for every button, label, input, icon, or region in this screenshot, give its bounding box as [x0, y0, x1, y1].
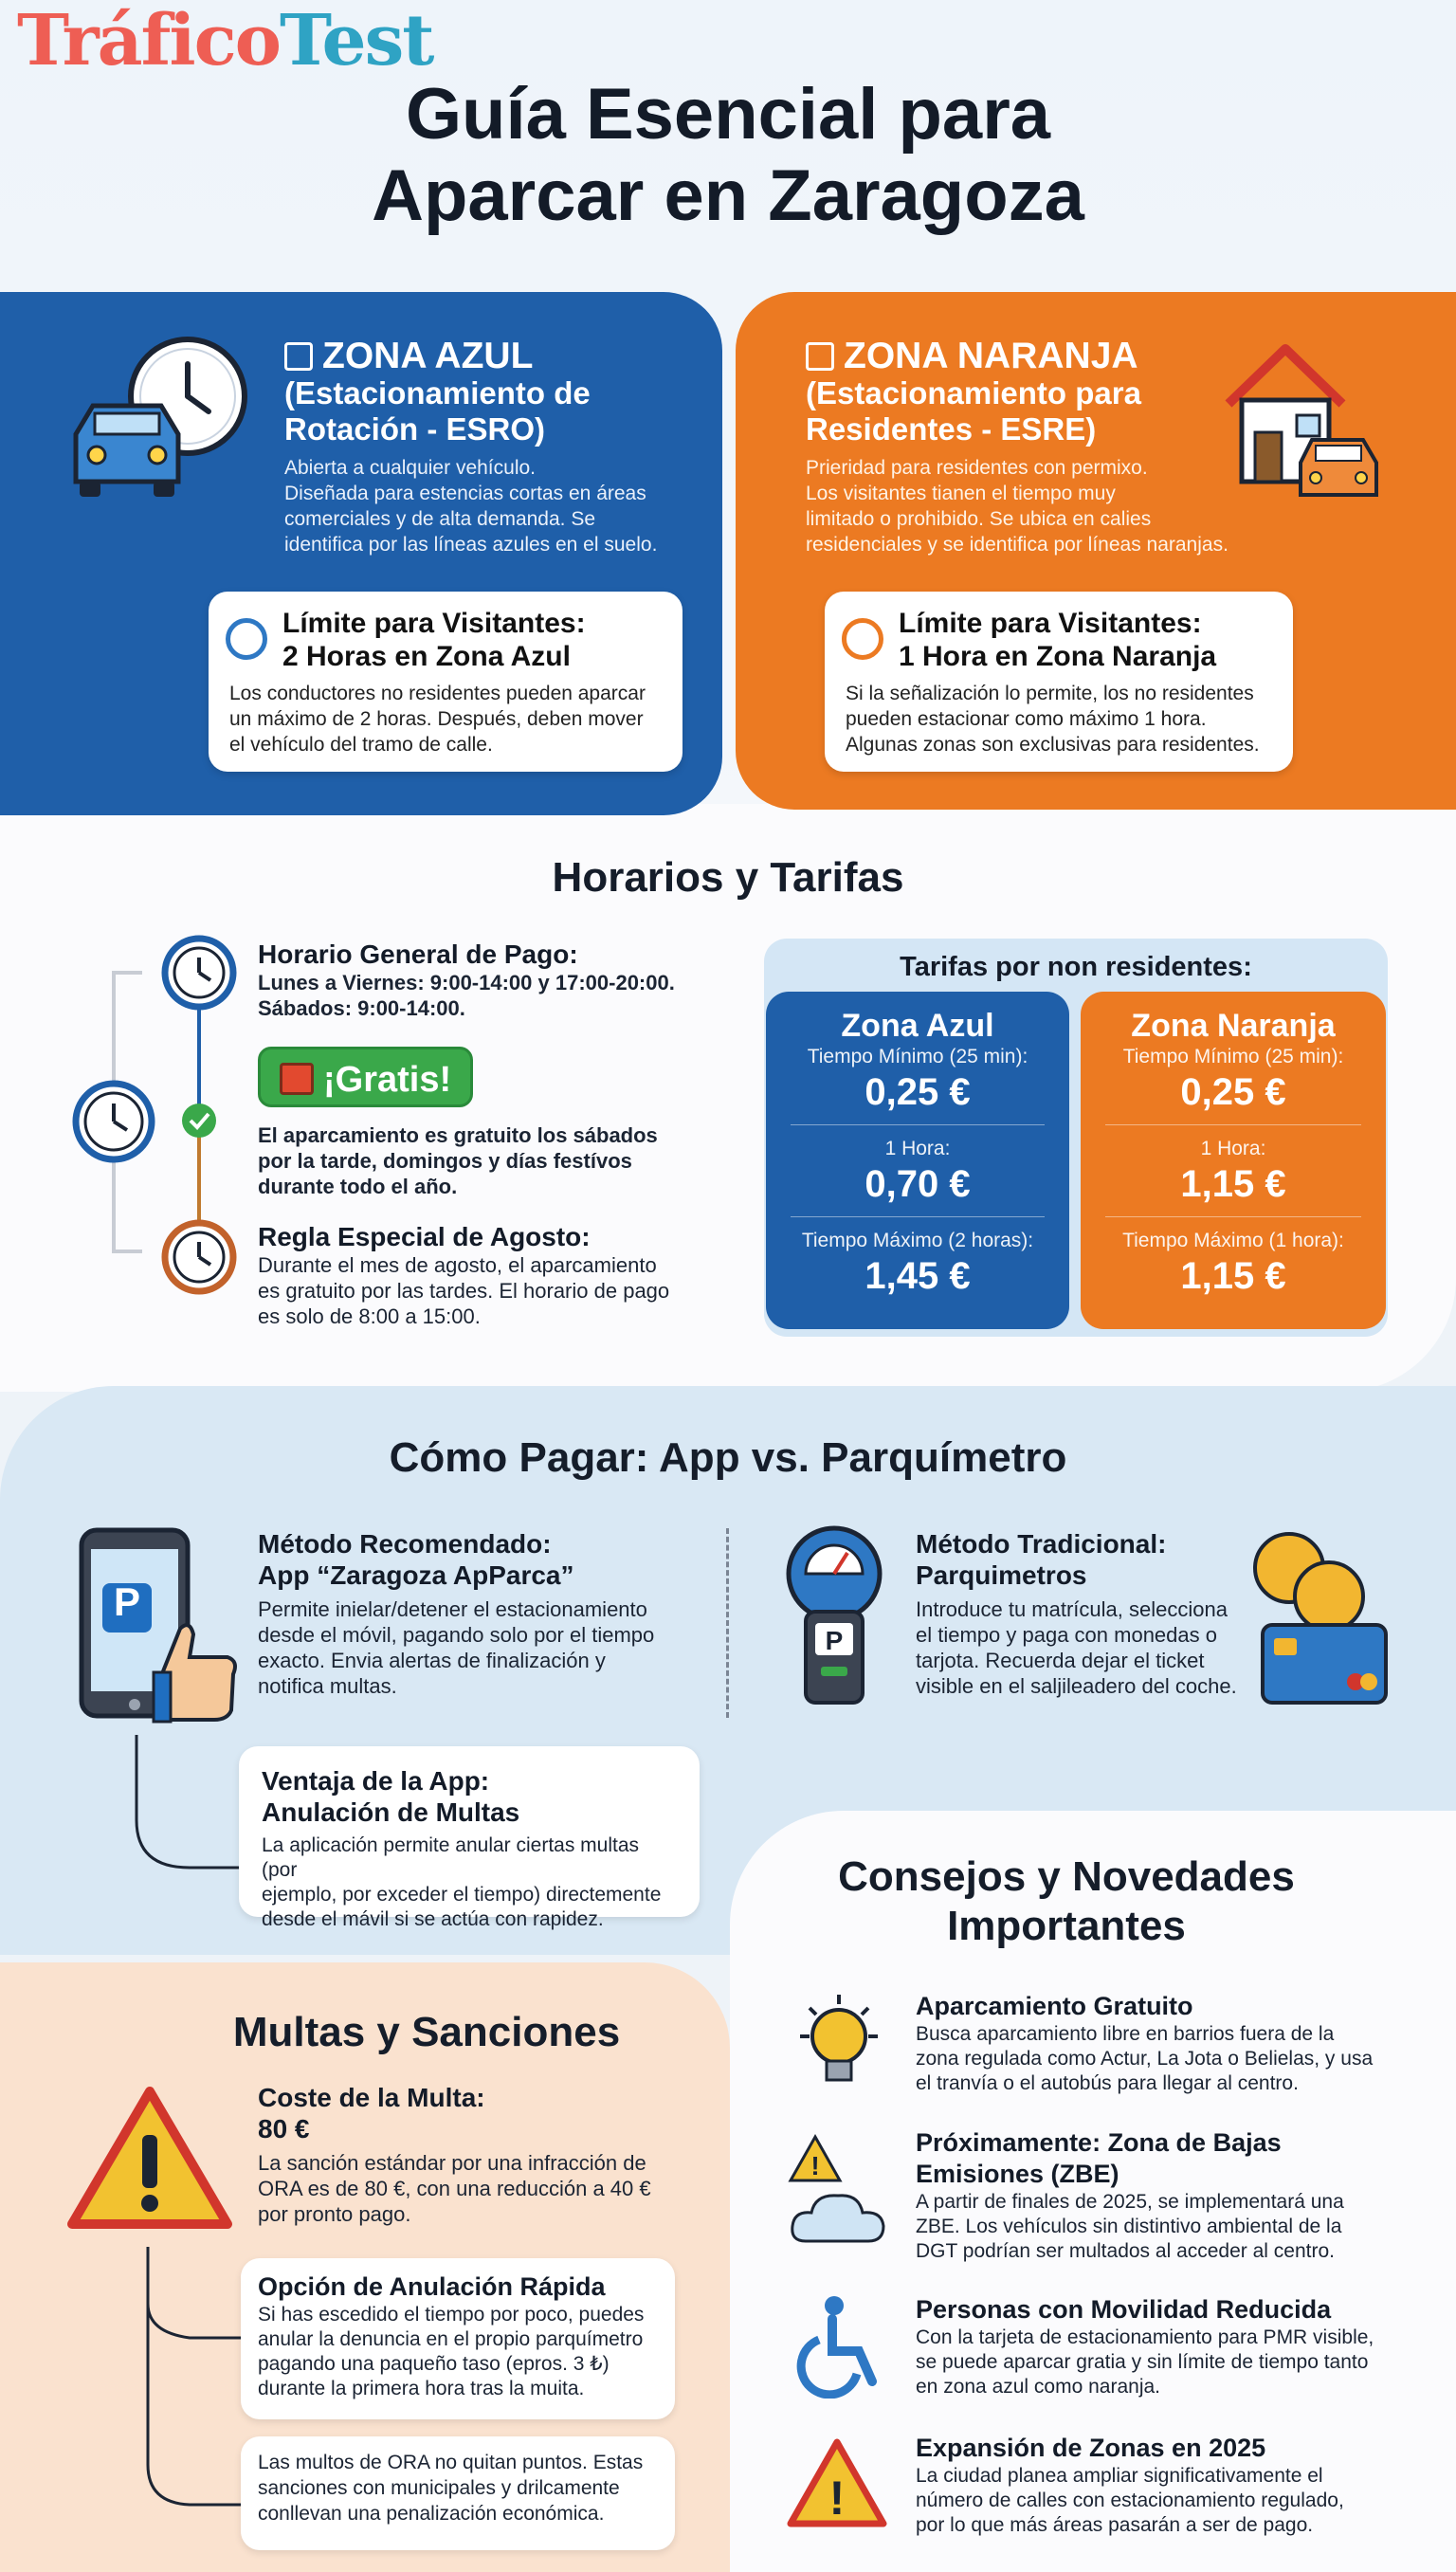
tip-expansion-zonas: Expansión de Zonas en 2025 La ciudad planea ampliar significativamente el número de calles con estacionamiento regulado, por lo que más áreas pasarán a ser de pago.: [916, 2434, 1344, 2536]
traditional-method: Método Tradicional: Parquimetros Introduce tu matrícula, selecciona el tiempo y paga con monedas o tarjota. Recuerda dejar el ticket visible en el saljileadero del coche.: [916, 1529, 1237, 1698]
zona-naranja-visitor-box: Límite para Visitantes: 1 Hora en Zona Naranja Si la señalización lo permite, los no residentes pueden estacionar como máximo 1 hora. Algunas zonas son exclusivas para residentes.: [825, 592, 1293, 772]
phone-app-icon: [76, 1524, 246, 1733]
agosto-rule: Regla Especial de Agosto: Durante el mes de agosto, el aparcamiento es gratuito por las tardes. El horario de pago es solo de 8:00 a 15:00.: [258, 1222, 670, 1328]
zona-azul-title: ZONA AZUL: [284, 337, 701, 375]
warning-icon: [785, 2436, 889, 2531]
app-method: Método Recomendado: App “Zaragoza ApParca” Permite inielar/detener el estacionamiento desde el móvil, pagando solo por el tiempo exacto. Envia alertas de finalización y notifica multas.: [258, 1529, 655, 1698]
svg-text:P: P: [825, 1626, 844, 1655]
parking-meter-icon: [774, 1524, 897, 1714]
car-clock-icon: [66, 330, 256, 501]
multas-title: Multas y Sanciones: [232, 2009, 621, 2055]
svg-text:!: !: [810, 2151, 820, 2180]
warning-icon: [66, 2082, 237, 2243]
tip-movilidad-reducida: Personas con Movilidad Reducida Con la tarjeta de estacionamiento para PMR visible, se puede aparcar gratia y sin límite de tiempo tanto en zona azul como naranja.: [916, 2295, 1374, 2398]
tarifa-naranja-column: Zona Naranja Tiempo Mínimo (25 min): 0,25 € 1 Hora: 1,15 € Tiempo Máximo (1 hora): 1,15 €: [1081, 992, 1386, 1329]
tarifas-title: Tarifas por non residentes:: [900, 952, 1252, 982]
parking-icon: P: [113, 1579, 140, 1624]
zona-naranja-title: ZONA NARANJA: [806, 337, 1261, 375]
horario-general: Horario General de Pago: Lunes a Viernes: 9:00-14:00 y 17:00-20:00. Sábados: 9:00-14:00.: [258, 939, 675, 1020]
house-car-icon: [1210, 328, 1399, 499]
pago-title: Cómo Pagar: App vs. Parquímetro: [389, 1434, 1067, 1481]
zona-azul-visitor-box: Límite para Visitantes: 2 Horas en Zona Azul Los conductores no residentes pueden aparcar un máximo de 2 horas. Después, deben mover el vehículo del tramo de calle.: [209, 592, 682, 772]
gratis-text: El aparcamiento es gratuito los sábados por la tarde, domingos y días festívos durante todo el año.: [258, 1123, 658, 1198]
tip-aparcamiento-gratuito: Aparcamiento Gratuito Busca aparcamiento libre en barrios fuera de la zona regulada como Actur, La Jota o Belielas, y usa el tranvía o el autobús para llegar al centro.: [916, 1992, 1374, 2094]
coste-multa: Coste de la Multa: 80 € La sanción estándar por una infracción de ORA es de 80 €, con una reducción a 40 € por pronto pago.: [258, 2083, 651, 2226]
warning-cloud-icon: [787, 2127, 891, 2251]
coins-card-icon: [1249, 1530, 1392, 1710]
consejos-title: Consejos y Novedades Importantes: [838, 1853, 1295, 1949]
puntos-info-box: Las multos de ORA no quitan puntos. Estas sanciones con municipales y drilcamente conllevan una penalización económica.: [241, 2436, 675, 2550]
zona-naranja-subtitle: (Estacionamiento para: [806, 375, 1141, 410]
connector-line: [133, 2247, 256, 2531]
zona-azul-card: ZONA AZUL (Estacionamiento de Rotación - ESRO) Abierta a cualquier vehículo. Diseñada para estencias cortas en áreas comerciales y de alta demanda. Se identifica por las líneas azules en el suelo. Límite para Visitantes: 2 Horas en Zona Azul Los conductores no residentes pueden aparcar un máximo de 2 horas. Después, deben mover el vehículo del tramo de calle.: [0, 292, 722, 815]
ventaja-app-box: Ventaja de la App: Anulación de Multas La aplicación permite anular ciertas multas (por ejemplo, por exceder el tiempo) directemente desde el mávil si se actúa con rapidez.: [239, 1746, 700, 1917]
tarifas-panel: [764, 939, 1388, 1337]
brand-logo: TráficoTest: [17, 0, 433, 82]
schedule-timeline: [57, 929, 237, 1299]
gratis-badge: ¡Gratis!: [258, 1047, 473, 1107]
tip-zbe: Próximamente: Zona de Bajas Emisiones (ZBE) A partir de finales de 2025, se implementará una ZBE. Los vehículos sin distintivo ambiental de la DGT podrían ser multados al acceder al centro.: [916, 2128, 1344, 2262]
checkbox-icon: [284, 342, 313, 371]
checkbox-icon: [806, 342, 834, 371]
wheelchair-icon: [791, 2294, 885, 2399]
svg-text:!: !: [828, 2472, 846, 2525]
divider: [726, 1528, 729, 1718]
zona-azul-subtitle: (Estacionamiento de: [284, 375, 591, 410]
clock-icon: [842, 618, 883, 660]
tarifa-azul-column: Zona Azul Tiempo Mínimo (25 min): 0,25 € 1 Hora: 0,70 € Tiempo Máximo (2 horas): 1,45 €: [766, 992, 1069, 1329]
anulacion-rapida-box: Opción de Anulación Rápida Si has escedido el tiempo por poco, puedes anular la denuncia en el propio parquímetro pagando una paqueño taso (epros. 3 ₺) durante la primera hora tras la muita.: [241, 2258, 675, 2419]
page-title: Guía Esencial para Aparcar en Zaragoza: [372, 74, 1084, 236]
zona-naranja-card: ZONA NARANJA (Estacionamiento para Residentes - ESRE) Prieridad para residentes con permixo. Los visitantes tianen el tiempo muy limitado o prohibido. Se ubica en calies residenciales y se identifica por líneas naranjas. Límite para Visitantes: 1 Hora en Zona Naranja Si la señalización lo permite, los no residentes pueden estacionar como máximo 1 hora. Algunas zonas son exclusivas para residentes.: [736, 292, 1456, 810]
horarios-title: Horarios y Tarifas: [552, 854, 904, 901]
clock-icon: [226, 618, 267, 660]
gift-icon: [280, 1063, 314, 1095]
